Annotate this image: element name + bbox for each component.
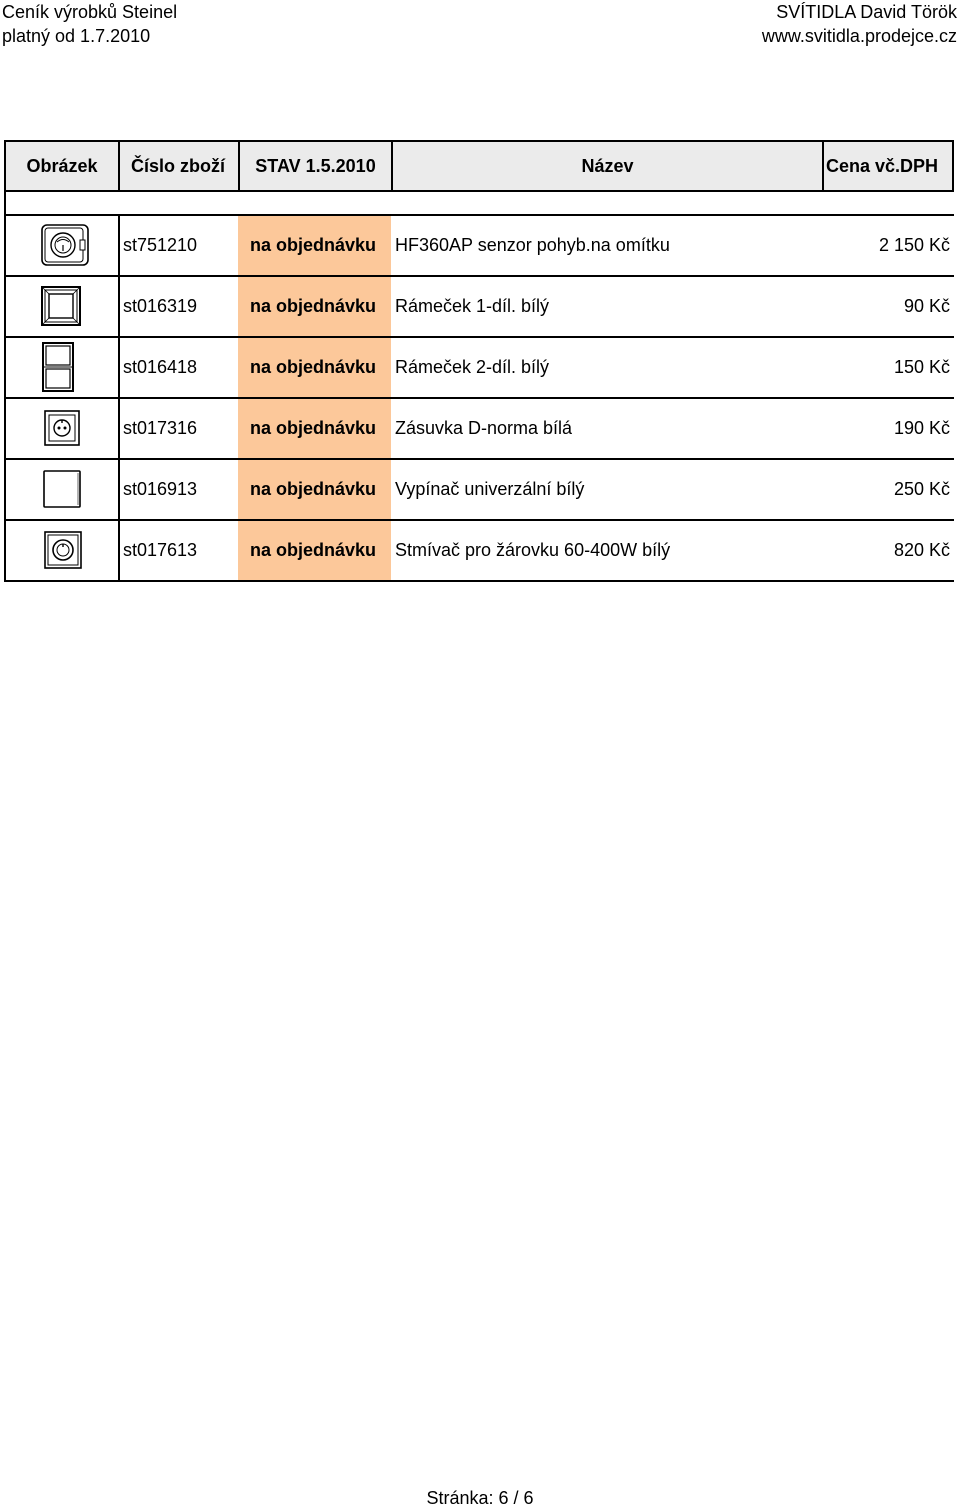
product-price: 2 150 Kč	[878, 235, 950, 255]
company-name: SVÍTIDLA David Török	[776, 2, 957, 22]
motion-sensor-icon	[40, 220, 90, 270]
table-row	[4, 460, 954, 521]
product-price: 150 Kč	[893, 357, 950, 377]
product-image-cell	[4, 399, 120, 458]
product-image-cell	[4, 460, 120, 519]
product-price: 820 Kč	[893, 540, 950, 560]
page-number: Stránka: 6 / 6	[426, 1488, 534, 1508]
product-price: 190 Kč	[893, 418, 950, 438]
status-badge: na objednávku	[238, 216, 391, 275]
table-spacer	[4, 192, 954, 216]
product-image-cell	[4, 277, 120, 336]
product-code: st016913	[123, 479, 198, 499]
product-name: Stmívač pro žárovku 60-400W bílý	[395, 540, 671, 560]
status-badge: na objednávku	[238, 277, 391, 336]
status-badge: na objednávku	[238, 399, 391, 458]
product-name: Rámeček 1-díl. bílý	[395, 296, 550, 316]
table-row	[4, 399, 954, 460]
switch-icon	[40, 464, 90, 514]
product-name: Rámeček 2-díl. bílý	[395, 357, 550, 377]
product-code: st016319	[123, 296, 198, 316]
table-row	[4, 216, 954, 277]
table-header	[4, 140, 954, 192]
product-name: HF360AP senzor pohyb.na omítku	[395, 235, 670, 255]
product-price: 250 Kč	[893, 479, 950, 499]
product-image-cell	[4, 216, 120, 275]
column-header-code: Číslo zboží	[120, 142, 240, 190]
table-row	[4, 338, 954, 399]
product-code: st017316	[123, 418, 198, 438]
status-badge: na objednávku	[238, 338, 391, 397]
validity-date: platný od 1.7.2010	[2, 26, 151, 46]
status-badge: na objednávku	[238, 460, 391, 519]
product-code: st017613	[123, 540, 198, 560]
product-image-cell	[4, 338, 120, 397]
column-header-status: STAV 1.5.2010	[240, 142, 393, 190]
document-title: Ceník výrobků Steinel	[2, 2, 178, 22]
product-price: 90 Kč	[903, 296, 950, 316]
table-row	[4, 521, 954, 582]
product-code: st751210	[123, 235, 198, 255]
socket-icon	[40, 403, 90, 453]
company-website[interactable]: www.svitidla.prodejce.cz	[761, 26, 957, 46]
single-frame-icon	[40, 281, 90, 331]
column-header-name: Název	[393, 142, 824, 190]
status-badge: na objednávku	[238, 521, 391, 580]
dimmer-icon	[40, 525, 90, 575]
table-row	[4, 277, 954, 338]
product-name: Vypínač univerzální bílý	[395, 479, 585, 499]
column-header-image: Obrázek	[6, 142, 120, 190]
product-name: Zásuvka D-norma bílá	[395, 418, 573, 438]
product-image-cell	[4, 521, 120, 580]
column-header-price: Cena vč.DPH	[826, 156, 939, 176]
product-code: st016418	[123, 357, 198, 377]
double-frame-icon	[40, 339, 90, 395]
